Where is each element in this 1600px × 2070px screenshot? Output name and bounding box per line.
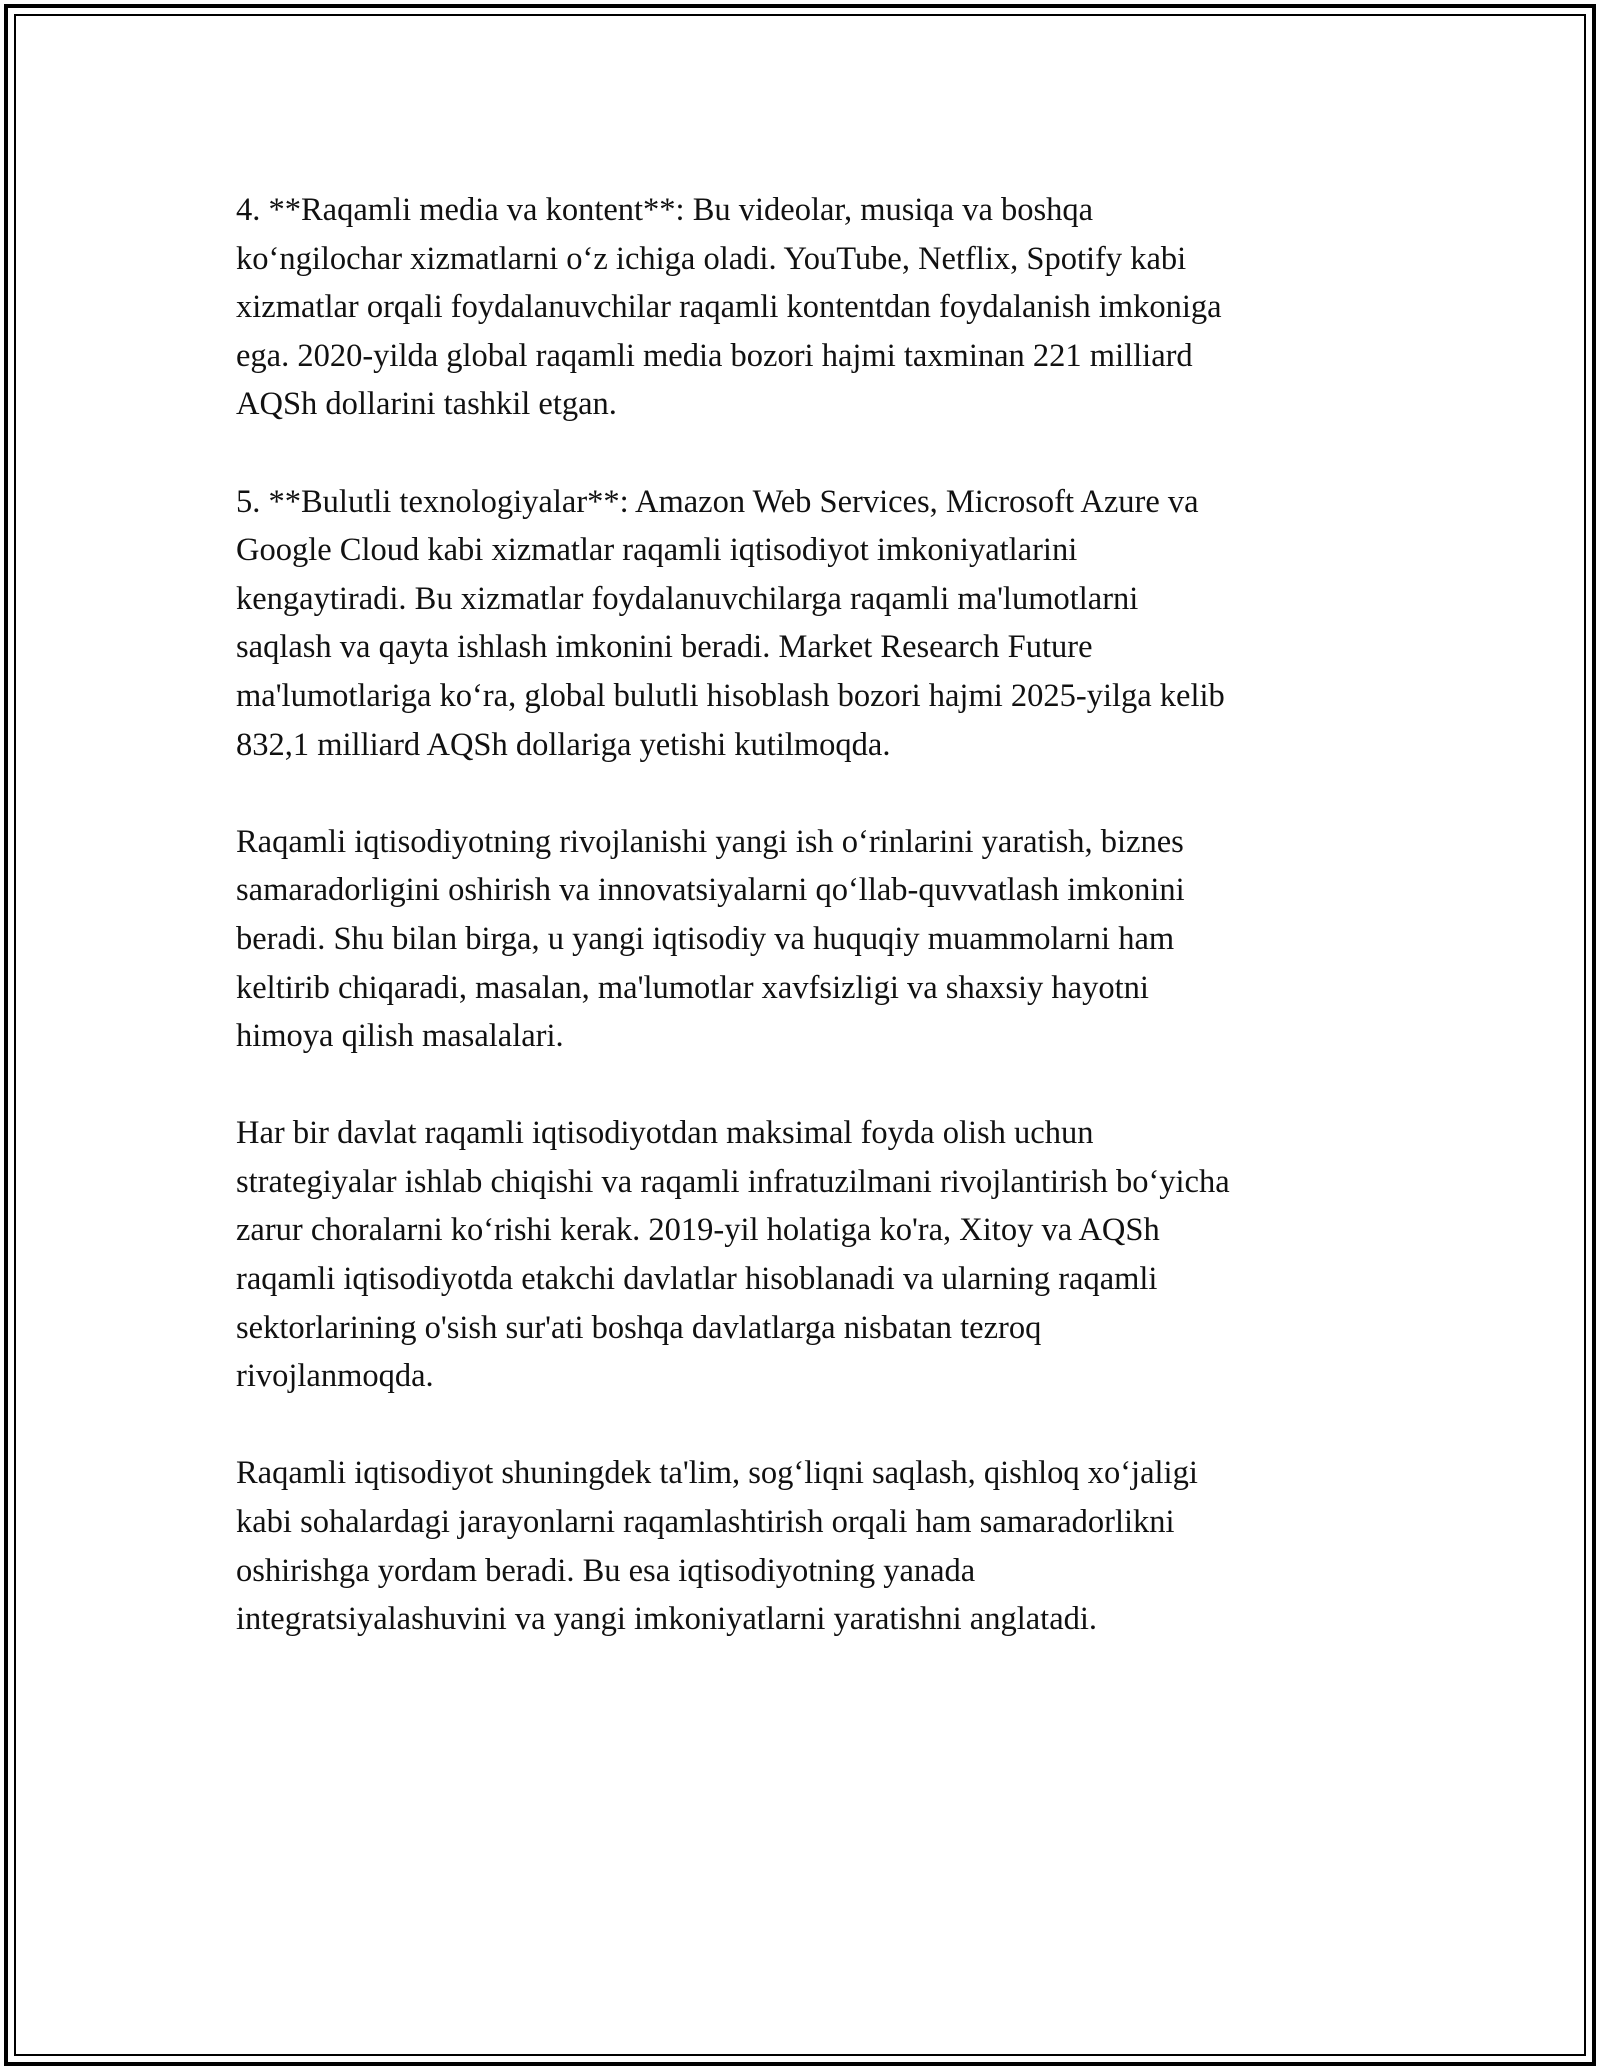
text-line: raqamli iqtisodiyotda etakchi davlatlar hisoblanadi va ularning raqamli [236, 1261, 1158, 1298]
text-line: ko‘ngilochar xizmatlarni o‘z ichiga oladi. YouTube, Netflix, Spotify kabi [236, 240, 1187, 277]
paragraph-cloud-technologies [236, 478, 1366, 770]
text-line: 5. **Bulutli texnologiyalar**: Amazon Web Services, Microsoft Azure va [236, 483, 1199, 520]
text-line: oshirishga yordam beradi. Bu esa iqtisodiyotning yanada [236, 1552, 976, 1589]
text-line: himoya qilish masalalari. [236, 1018, 564, 1055]
text-line: integratsiyalashuvini va yangi imkoniyatlarni yaratishni anglatadi. [236, 1601, 1098, 1638]
text-line: ma'lumotlariga ko‘ra, global bulutli hisoblash bozori hajmi 2025-yilga kelib [236, 677, 1225, 714]
text-line: xizmatlar orqali foydalanuvchilar raqamli kontentdan foydalanish imkoniga [236, 289, 1222, 326]
text-line: saqlash va qayta ishlash imkonini beradi. Market Research Future [236, 629, 1093, 666]
text-line: Raqamli iqtisodiyot shuningdek ta'lim, sog‘liqni saqlash, qishloq xo‘jaligi [236, 1455, 1198, 1492]
text-line: Har bir davlat raqamli iqtisodiyotdan maksimal foyda olish uchun [236, 1115, 1094, 1152]
text-line: rivojlanmoqda. [236, 1358, 434, 1395]
text-line: 832,1 milliard AQSh dollariga yetishi kutilmoqda. [236, 726, 891, 763]
text-line: kengaytiradi. Bu xizmatlar foydalanuvchilarga raqamli ma'lumotlarni [236, 580, 1139, 617]
text-line: kabi sohalardagi jarayonlarni raqamlashtirish orqali ham samaradorlikni [236, 1504, 1175, 1541]
paragraph-state-strategy [236, 1109, 1366, 1401]
text-line: samaradorligini oshirish va innovatsiyalarni qo‘llab-quvvatlash imkonini [236, 872, 1185, 909]
paragraph-digital-media [236, 186, 1366, 429]
paragraph-sectors [236, 1449, 1366, 1643]
document-body [236, 186, 1366, 1692]
text-line: zarur choralarni ko‘rishi kerak. 2019-yil holatiga ko'ra, Xitoy va AQSh [236, 1212, 1160, 1249]
text-line: 4. **Raqamli media va kontent**: Bu videolar, musiqa va boshqa [236, 192, 1094, 228]
text-line: AQSh dollarini tashkil etgan. [236, 386, 617, 423]
text-line: beradi. Shu bilan birga, u yangi iqtisodiy va huquqiy muammolarni ham [236, 920, 1175, 957]
text-line: sektorlarining o'sish sur'ati boshqa davlatlarga nisbatan tezroq [236, 1309, 1042, 1346]
text-line: ega. 2020-yilda global raqamli media bozori hajmi taxminan 221 milliard [236, 337, 1193, 374]
text-line: Google Cloud kabi xizmatlar raqamli iqtisodiyot imkoniyatlarini [236, 532, 1078, 569]
paragraph-development [236, 818, 1366, 1061]
text-line: strategiyalar ishlab chiqishi va raqamli infratuzilmani rivojlantirish bo‘yicha [236, 1163, 1230, 1200]
text-line: keltirib chiqaradi, masalan, ma'lumotlar xavfsizligi va shaxsiy hayotni [236, 969, 1149, 1006]
text-line: Raqamli iqtisodiyotning rivojlanishi yangi ish o‘rinlarini yaratish, biznes [236, 823, 1184, 860]
